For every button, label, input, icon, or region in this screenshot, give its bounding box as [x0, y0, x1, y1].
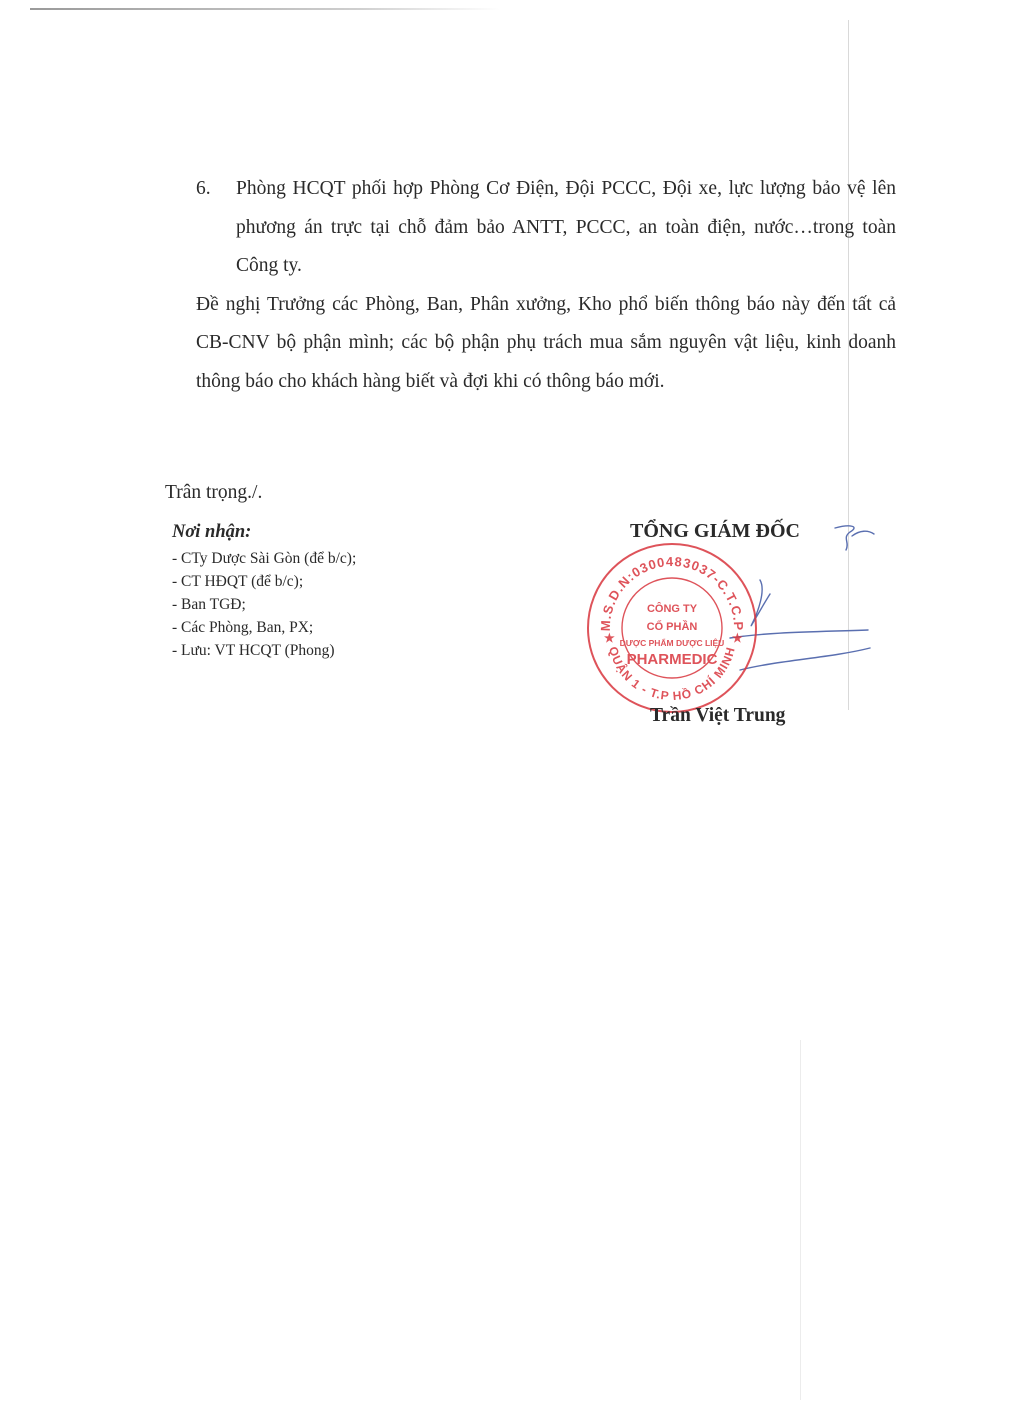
signatory-name: Trần Việt Trung	[650, 705, 786, 726]
list-item-6	[196, 170, 896, 286]
company-seal	[584, 540, 760, 716]
recipient-item: - Các Phòng, Ban, PX;	[172, 619, 314, 636]
item-text: Phòng HCQT phối hợp Phòng Cơ Điện, Đội PCCC, Đội xe, lực lượng bảo vệ lên phương án trực tại chỗ đảm bảo ANTT, PCCC, an toàn điện, nước…trong toàn Công ty.	[236, 178, 896, 277]
closing-line: Trân trọng./.	[165, 482, 263, 503]
seal-line-2: CỔ PHẦN	[646, 621, 698, 633]
scan-edge-top	[30, 8, 500, 10]
document-body	[196, 170, 896, 402]
recipients-list	[172, 547, 502, 662]
recipient-item: - Ban TGĐ;	[172, 596, 246, 613]
recipient-item: - CT HĐQT (để b/c);	[172, 573, 304, 590]
seal-bottom-text: QUẬN 1 - T.P HỒ CHÍ MINH	[606, 645, 738, 704]
seal-brand: PHARMEDIC	[626, 651, 718, 668]
seal-line-3: DƯỢC PHẨM DƯỢC LIỆU	[619, 638, 725, 648]
item-number: 6.	[196, 178, 211, 199]
scan-fold-line-lower	[800, 1040, 801, 1400]
signatory-title: TỔNG GIÁM ĐỐC	[630, 520, 800, 542]
request-paragraph: Đề nghị Trưởng các Phòng, Ban, Phân xưởng, Kho phổ biến thông báo này đến tất cả CB-CNV bộ phận mình; các bộ phận phụ trách mua sắm nguyên vật liệu, kinh doanh thông báo cho khách hàng biết và đợi khi có thông báo mới.	[196, 293, 896, 392]
recipient-item: - CTy Dược Sài Gòn (để b/c);	[172, 550, 357, 567]
recipient-item: - Lưu: VT HCQT (Phong)	[172, 642, 335, 659]
seal-star-right-icon: ★	[732, 631, 743, 645]
seal-star-left-icon: ★	[604, 631, 615, 645]
recipients-block	[172, 522, 502, 662]
recipients-title: Nơi nhận:	[172, 522, 252, 542]
seal-ring-text: M.S.D.N:0300483037-C.T.C.P	[597, 553, 747, 632]
seal-line-1: CÔNG TY	[646, 603, 698, 615]
